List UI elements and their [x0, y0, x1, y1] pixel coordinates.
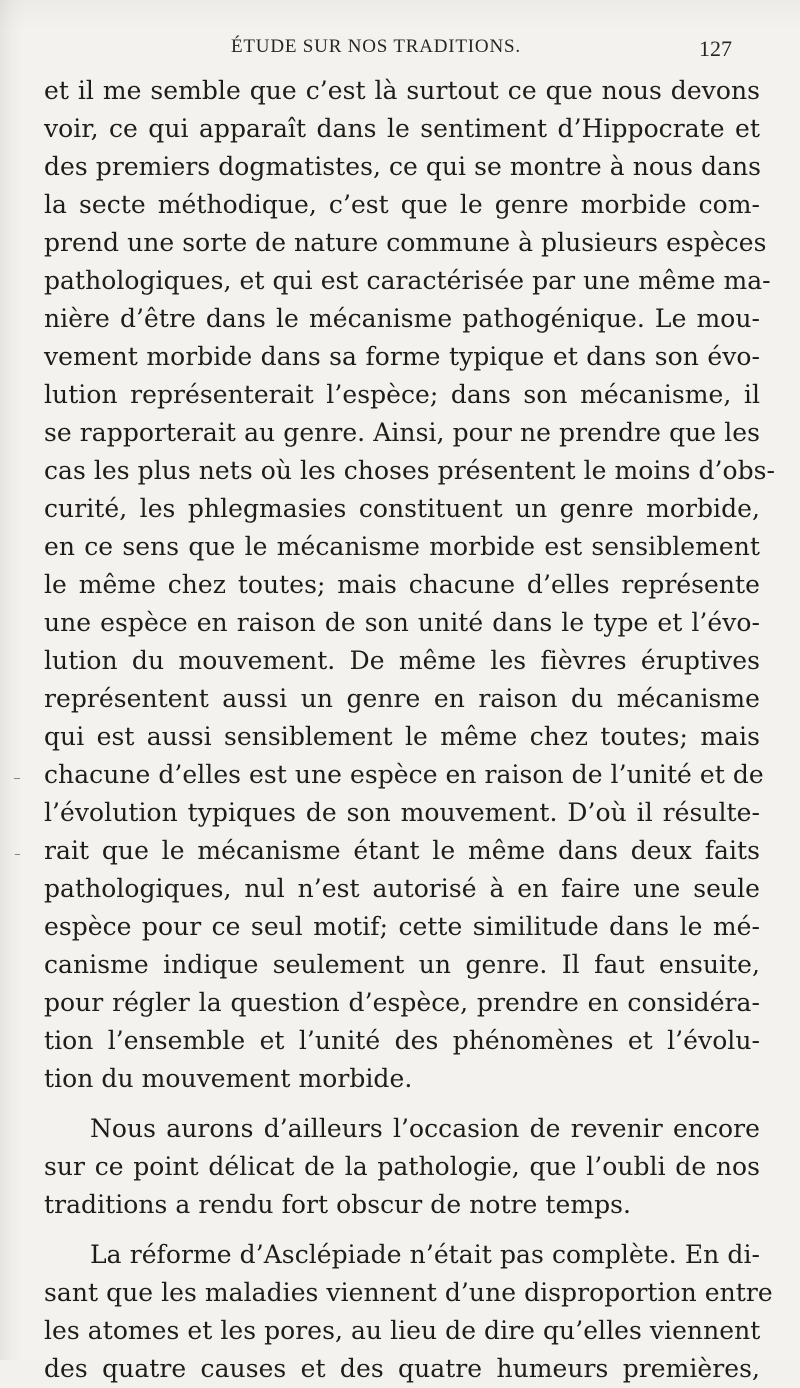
page-header: [58, 28, 740, 68]
text-line: sur ce point délicat de la pathologie, que l’oubli de nos: [44, 1152, 760, 1181]
text-line: en ce sens que le mécanisme morbide est sensiblement: [44, 532, 760, 561]
text-line: une espèce en raison de son unité dans le type et l’évo-: [44, 608, 760, 637]
text-line: cas les plus nets où les choses présentent le moins d’obs-: [44, 456, 776, 485]
text-line: tion du mouvement morbide.: [44, 1064, 413, 1093]
text-line: espèce pour ce seul motif; cette similitude dans le mé-: [44, 912, 760, 941]
margin-marks: [12, 778, 24, 858]
text-line: lution représenterait l’espèce; dans son mécanisme, il: [44, 380, 760, 409]
text-line: rait que le mécanisme étant le même dans deux faits: [44, 836, 760, 865]
text-line: des quatre causes et des quatre humeurs premières,: [44, 1354, 760, 1383]
text-line: pour régler la question d’espèce, prendre en considéra-: [44, 988, 760, 1017]
text-line: la secte méthodique, c’est que le genre morbide com-: [44, 190, 760, 219]
text-line: chacune d’elles est une espèce en raison de l’unité et de: [44, 760, 764, 789]
text-line: nière d’être dans le mécanisme pathogénique. Le mou-: [44, 304, 760, 333]
text-line: Nous aurons d’ailleurs l’occasion de revenir encore: [90, 1114, 760, 1143]
text-line: et il me semble que c’est là surtout ce que nous devons: [44, 76, 760, 105]
text-line: pathologiques, nul n’est autorisé à en faire une seule: [44, 874, 760, 903]
text-line: traditions a rendu fort obscur de notre temps.: [44, 1190, 632, 1219]
text-line: les atomes et les pores, au lieu de dire qu’elles viennent: [44, 1316, 761, 1345]
paragraph-1: [44, 72, 776, 1098]
text-line: représentent aussi un genre en raison du mécanisme: [44, 684, 760, 713]
text-line: sant que les maladies viennent d’une disproportion entre: [44, 1278, 773, 1307]
main-text: [44, 72, 776, 1388]
margin-mark: [15, 854, 20, 855]
text-line: se rapporterait au genre. Ainsi, pour ne prendre que les: [44, 418, 760, 447]
text-line: pathologiques, et qui est caractérisée par une même ma-: [44, 266, 771, 295]
page-number: 127: [699, 36, 732, 61]
text-line: vement morbide dans sa forme typique et dans son évo-: [44, 342, 760, 371]
text-line: qui est aussi sensiblement le même chez toutes; mais: [44, 722, 760, 751]
text-line: canisme indique seulement un genre. Il faut ensuite,: [44, 950, 760, 979]
text-line: des premiers dogmatistes, ce qui se montre à nous dans: [44, 152, 762, 181]
text-line: prend une sorte de nature commune à plusieurs espèces: [44, 228, 767, 257]
text-line: le même chez toutes; mais chacune d’elles représente: [44, 570, 760, 599]
margin-mark: [14, 778, 20, 779]
running-head: ÉTUDE SUR NOS TRADITIONS.: [231, 36, 521, 57]
text-line: voir, ce qui apparaît dans le sentiment d’Hippocrate et: [44, 114, 760, 143]
paragraph-2: [44, 1110, 760, 1224]
text-line: l’évolution typiques de son mouvement. D’où il résulte-: [44, 798, 760, 827]
text-line: La réforme d’Asclépiade n’était pas complète. En di-: [90, 1240, 760, 1269]
paragraph-3: [44, 1236, 773, 1388]
text-line: tion l’ensemble et l’unité des phénomènes et l’évolu-: [44, 1026, 760, 1055]
text-line: lution du mouvement. De même les fièvres éruptives: [44, 646, 760, 675]
text-line: curité, les phlegmasies constituent un genre morbide,: [44, 494, 760, 523]
